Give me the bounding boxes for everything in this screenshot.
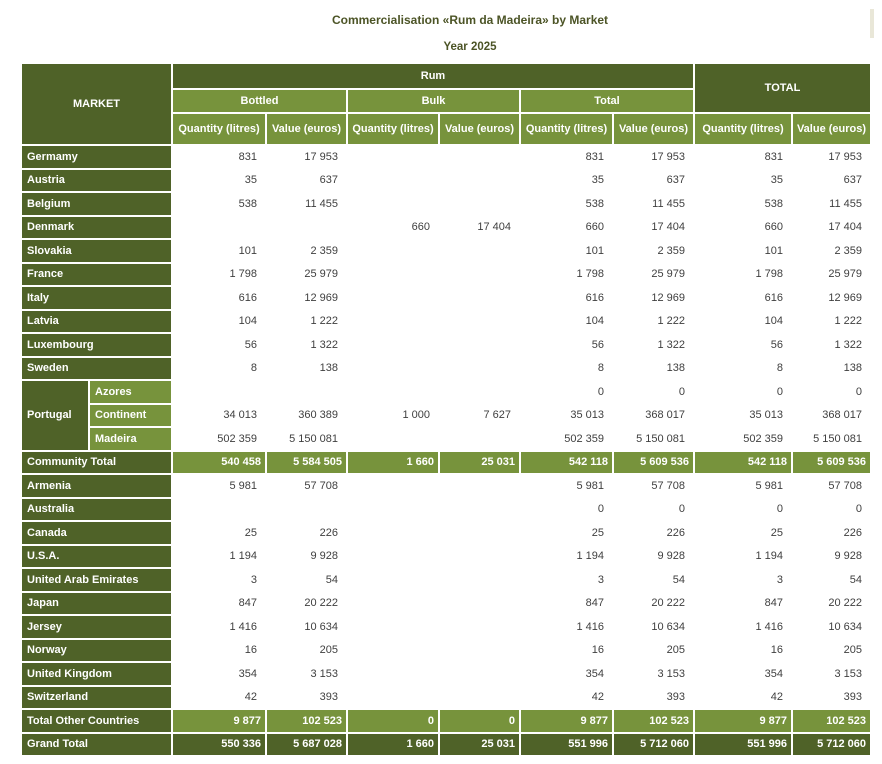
table-row	[22, 546, 870, 568]
cell-total-quantity: 354	[521, 663, 612, 685]
table-row	[22, 358, 870, 380]
header-bottled-quantity: Quantity (litres)	[173, 114, 265, 144]
cell-total-value: 0	[614, 381, 693, 403]
cell-grand-total-value: 0	[793, 499, 870, 521]
table-row	[22, 734, 870, 756]
cell-bottled-value: 138	[267, 358, 346, 380]
header-total-quantity: Quantity (litres)	[521, 114, 612, 144]
cell-grand-total-quantity: 56	[695, 334, 791, 356]
row-label: Germamy	[22, 146, 171, 168]
cell-bulk-value	[440, 428, 519, 450]
cell-grand-total-quantity: 101	[695, 240, 791, 262]
cell-grand-total-quantity: 660	[695, 217, 791, 239]
cell-bulk-quantity	[348, 170, 438, 192]
cell-bulk-value	[440, 593, 519, 615]
row-label: Belgium	[22, 193, 171, 215]
table-row	[22, 264, 870, 286]
cell-total-quantity: 538	[521, 193, 612, 215]
cell-grand-total-value: 393	[793, 687, 870, 709]
row-label-portugal: Portugal	[22, 381, 88, 450]
header-bulk-value: Value (euros)	[440, 114, 519, 144]
cell-bottled-value: 102 523	[267, 710, 346, 732]
cell-total-quantity: 101	[521, 240, 612, 262]
table-row	[22, 687, 870, 709]
cell-bulk-quantity	[348, 311, 438, 333]
cell-grand-total-value: 368 017	[793, 405, 870, 427]
cell-total-quantity: 1 194	[521, 546, 612, 568]
row-label: United Arab Emirates	[22, 569, 171, 591]
table-row	[22, 569, 870, 591]
row-label: Total Other Countries	[22, 710, 171, 732]
cell-total-quantity: 551 996	[521, 734, 612, 756]
cell-bulk-quantity	[348, 522, 438, 544]
cell-grand-total-quantity: 616	[695, 287, 791, 309]
cell-total-quantity: 5 981	[521, 475, 612, 497]
cell-grand-total-value: 12 969	[793, 287, 870, 309]
cell-bulk-value: 25 031	[440, 452, 519, 474]
row-label: Armenia	[22, 475, 171, 497]
cell-total-quantity: 616	[521, 287, 612, 309]
table-row	[22, 640, 870, 662]
cell-grand-total-quantity: 0	[695, 381, 791, 403]
cell-bottled-value	[267, 217, 346, 239]
cell-bulk-quantity	[348, 240, 438, 262]
cell-total-quantity: 847	[521, 593, 612, 615]
cell-bottled-quantity: 1 416	[173, 616, 265, 638]
table-row	[22, 311, 870, 333]
table-row	[22, 428, 870, 450]
row-label: Grand Total	[22, 734, 171, 756]
cell-grand-total-quantity: 831	[695, 146, 791, 168]
table-row	[22, 710, 870, 732]
cell-grand-total-quantity: 25	[695, 522, 791, 544]
cell-total-quantity: 9 877	[521, 710, 612, 732]
cell-total-quantity: 0	[521, 381, 612, 403]
cell-bulk-quantity	[348, 616, 438, 638]
commercialisation-table	[20, 62, 872, 757]
cell-bottled-value: 9 928	[267, 546, 346, 568]
cell-bottled-value: 2 359	[267, 240, 346, 262]
cell-bottled-quantity: 104	[173, 311, 265, 333]
row-label: Austria	[22, 170, 171, 192]
table-row	[22, 475, 870, 497]
cell-bulk-value	[440, 334, 519, 356]
row-label: Norway	[22, 640, 171, 662]
cell-grand-total-quantity: 35	[695, 170, 791, 192]
table-row	[22, 146, 870, 168]
cell-total-value: 20 222	[614, 593, 693, 615]
cell-bottled-quantity: 1 194	[173, 546, 265, 568]
cell-bulk-quantity	[348, 381, 438, 403]
cell-bottled-value: 57 708	[267, 475, 346, 497]
cell-total-value: 205	[614, 640, 693, 662]
cell-bottled-quantity: 538	[173, 193, 265, 215]
cell-bottled-value: 393	[267, 687, 346, 709]
cell-bottled-quantity: 550 336	[173, 734, 265, 756]
cell-bottled-quantity: 42	[173, 687, 265, 709]
cell-grand-total-value: 54	[793, 569, 870, 591]
cell-total-value: 3 153	[614, 663, 693, 685]
cell-bulk-quantity	[348, 475, 438, 497]
header-group-bottled: Bottled	[173, 90, 346, 112]
cell-bottled-quantity: 35	[173, 170, 265, 192]
cell-total-value: 5 150 081	[614, 428, 693, 450]
cell-grand-total-value: 205	[793, 640, 870, 662]
cell-bulk-value	[440, 687, 519, 709]
cell-grand-total-quantity: 1 416	[695, 616, 791, 638]
cell-bulk-quantity	[348, 428, 438, 450]
cell-total-value: 17 404	[614, 217, 693, 239]
cell-bottled-value: 20 222	[267, 593, 346, 615]
cell-total-value: 57 708	[614, 475, 693, 497]
cell-grand-total-quantity: 0	[695, 499, 791, 521]
cell-grand-total-value: 17 404	[793, 217, 870, 239]
cell-grand-total-quantity: 9 877	[695, 710, 791, 732]
cell-total-quantity: 1 416	[521, 616, 612, 638]
cell-bulk-quantity	[348, 569, 438, 591]
row-label: Jersey	[22, 616, 171, 638]
cell-bulk-quantity: 1 000	[348, 405, 438, 427]
cell-bulk-value	[440, 240, 519, 262]
subregion-label: Azores	[90, 381, 171, 403]
cell-bottled-value: 3 153	[267, 663, 346, 685]
table-row	[22, 616, 870, 638]
table-row	[22, 405, 870, 427]
cell-total-quantity: 831	[521, 146, 612, 168]
cell-bulk-quantity	[348, 663, 438, 685]
cell-bulk-quantity	[348, 358, 438, 380]
table-row	[22, 499, 870, 521]
cell-bulk-value	[440, 193, 519, 215]
cell-bottled-quantity: 616	[173, 287, 265, 309]
cell-bottled-quantity: 101	[173, 240, 265, 262]
cell-bottled-value: 17 953	[267, 146, 346, 168]
cell-total-quantity: 8	[521, 358, 612, 380]
cell-bulk-value	[440, 264, 519, 286]
table-row	[22, 217, 870, 239]
cell-grand-total-value: 11 455	[793, 193, 870, 215]
cell-grand-total-value: 20 222	[793, 593, 870, 615]
page-title: Commercialisation «Rum da Madeira» by Market	[331, 13, 609, 27]
header-bulk-quantity: Quantity (litres)	[348, 114, 438, 144]
row-label: France	[22, 264, 171, 286]
table-row	[22, 381, 870, 403]
cell-bulk-value	[440, 663, 519, 685]
cell-total-value: 5 712 060	[614, 734, 693, 756]
cell-bottled-quantity: 8	[173, 358, 265, 380]
cell-bulk-value	[440, 475, 519, 497]
cell-total-quantity: 3	[521, 569, 612, 591]
row-label: Slovakia	[22, 240, 171, 262]
cell-grand-total-quantity: 3	[695, 569, 791, 591]
cell-grand-total-quantity: 16	[695, 640, 791, 662]
cell-bulk-value: 7 627	[440, 405, 519, 427]
cell-bulk-quantity	[348, 687, 438, 709]
cell-bulk-quantity: 0	[348, 710, 438, 732]
cell-grand-total-value: 9 928	[793, 546, 870, 568]
cell-total-quantity: 25	[521, 522, 612, 544]
cell-total-quantity: 660	[521, 217, 612, 239]
page-subtitle: Year 2025	[443, 41, 497, 53]
cell-total-quantity: 1 798	[521, 264, 612, 286]
cell-total-quantity: 16	[521, 640, 612, 662]
scrollbar-thumb[interactable]	[870, 9, 874, 38]
table-row	[22, 593, 870, 615]
cell-grand-total-value: 5 609 536	[793, 452, 870, 474]
cell-total-value: 1 322	[614, 334, 693, 356]
row-label: Italy	[22, 287, 171, 309]
cell-bulk-value	[440, 616, 519, 638]
cell-bulk-value: 25 031	[440, 734, 519, 756]
cell-bottled-quantity	[173, 217, 265, 239]
cell-bulk-value	[440, 311, 519, 333]
cell-bottled-value: 5 584 505	[267, 452, 346, 474]
cell-bulk-value	[440, 569, 519, 591]
cell-grand-total-value: 5 150 081	[793, 428, 870, 450]
cell-grand-total-value: 637	[793, 170, 870, 192]
cell-bulk-value	[440, 640, 519, 662]
cell-bottled-quantity: 9 877	[173, 710, 265, 732]
cell-total-value: 138	[614, 358, 693, 380]
table-row	[22, 193, 870, 215]
header-grand-quantity: Quantity (litres)	[695, 114, 791, 144]
cell-bottled-value: 5 687 028	[267, 734, 346, 756]
subregion-label: Madeira	[90, 428, 171, 450]
cell-bottled-quantity: 831	[173, 146, 265, 168]
cell-total-value: 102 523	[614, 710, 693, 732]
header-bottled-value: Value (euros)	[267, 114, 346, 144]
row-label: U.S.A.	[22, 546, 171, 568]
row-label: United Kingdom	[22, 663, 171, 685]
cell-grand-total-value: 0	[793, 381, 870, 403]
cell-grand-total-quantity: 502 359	[695, 428, 791, 450]
cell-bottled-value: 12 969	[267, 287, 346, 309]
cell-grand-total-value: 10 634	[793, 616, 870, 638]
cell-grand-total-quantity: 5 981	[695, 475, 791, 497]
cell-total-value: 11 455	[614, 193, 693, 215]
cell-total-value: 17 953	[614, 146, 693, 168]
cell-total-quantity: 42	[521, 687, 612, 709]
cell-grand-total-value: 1 222	[793, 311, 870, 333]
cell-bottled-quantity: 3	[173, 569, 265, 591]
cell-grand-total-quantity: 104	[695, 311, 791, 333]
cell-bottled-quantity: 502 359	[173, 428, 265, 450]
cell-bulk-quantity	[348, 264, 438, 286]
cell-total-value: 12 969	[614, 287, 693, 309]
cell-bulk-value	[440, 358, 519, 380]
cell-bulk-value: 17 404	[440, 217, 519, 239]
cell-bottled-value: 637	[267, 170, 346, 192]
cell-grand-total-quantity: 1 798	[695, 264, 791, 286]
cell-grand-total-value: 2 359	[793, 240, 870, 262]
cell-grand-total-value: 57 708	[793, 475, 870, 497]
cell-bottled-value: 1 322	[267, 334, 346, 356]
cell-grand-total-quantity: 551 996	[695, 734, 791, 756]
cell-bulk-quantity	[348, 334, 438, 356]
row-label: Denmark	[22, 217, 171, 239]
cell-total-value: 393	[614, 687, 693, 709]
cell-grand-total-value: 3 153	[793, 663, 870, 685]
table-row	[22, 334, 870, 356]
cell-bottled-value	[267, 499, 346, 521]
cell-total-quantity: 35	[521, 170, 612, 192]
cell-total-quantity: 0	[521, 499, 612, 521]
cell-bottled-value	[267, 381, 346, 403]
cell-bottled-value: 1 222	[267, 311, 346, 333]
cell-bulk-quantity	[348, 287, 438, 309]
cell-bottled-quantity: 5 981	[173, 475, 265, 497]
cell-total-value: 637	[614, 170, 693, 192]
cell-bulk-value	[440, 499, 519, 521]
cell-bulk-value	[440, 170, 519, 192]
cell-bottled-quantity: 34 013	[173, 405, 265, 427]
subregion-label: Continent	[90, 405, 171, 427]
cell-bulk-quantity: 1 660	[348, 452, 438, 474]
cell-bottled-value: 25 979	[267, 264, 346, 286]
cell-bottled-value: 205	[267, 640, 346, 662]
cell-bulk-quantity	[348, 146, 438, 168]
cell-bottled-quantity: 56	[173, 334, 265, 356]
cell-total-value: 54	[614, 569, 693, 591]
cell-bottled-value: 226	[267, 522, 346, 544]
cell-bulk-value	[440, 381, 519, 403]
cell-bottled-quantity: 25	[173, 522, 265, 544]
row-label: Switzerland	[22, 687, 171, 709]
cell-grand-total-value: 102 523	[793, 710, 870, 732]
cell-bulk-value	[440, 546, 519, 568]
header-group-bulk: Bulk	[348, 90, 519, 112]
cell-total-quantity: 35 013	[521, 405, 612, 427]
cell-grand-total-value: 17 953	[793, 146, 870, 168]
cell-grand-total-quantity: 538	[695, 193, 791, 215]
cell-total-quantity: 502 359	[521, 428, 612, 450]
cell-total-value: 9 928	[614, 546, 693, 568]
cell-bottled-quantity: 1 798	[173, 264, 265, 286]
cell-bottled-value: 11 455	[267, 193, 346, 215]
cell-grand-total-quantity: 847	[695, 593, 791, 615]
header-rum: Rum	[173, 64, 693, 88]
cell-bulk-value: 0	[440, 710, 519, 732]
row-label: Canada	[22, 522, 171, 544]
cell-grand-total-value: 138	[793, 358, 870, 380]
cell-bulk-value	[440, 287, 519, 309]
cell-bulk-quantity	[348, 640, 438, 662]
cell-total-value: 0	[614, 499, 693, 521]
cell-grand-total-quantity: 542 118	[695, 452, 791, 474]
cell-total-value: 226	[614, 522, 693, 544]
cell-total-value: 25 979	[614, 264, 693, 286]
cell-bottled-quantity	[173, 381, 265, 403]
cell-bottled-quantity: 16	[173, 640, 265, 662]
cell-grand-total-value: 226	[793, 522, 870, 544]
cell-bottled-quantity: 540 458	[173, 452, 265, 474]
cell-grand-total-quantity: 354	[695, 663, 791, 685]
table-row	[22, 170, 870, 192]
cell-total-value: 2 359	[614, 240, 693, 262]
cell-bulk-quantity	[348, 193, 438, 215]
cell-total-value: 10 634	[614, 616, 693, 638]
cell-bulk-quantity	[348, 499, 438, 521]
cell-bottled-value: 54	[267, 569, 346, 591]
table-row	[22, 240, 870, 262]
cell-bottled-quantity: 847	[173, 593, 265, 615]
cell-bottled-value: 10 634	[267, 616, 346, 638]
row-label: Sweden	[22, 358, 171, 380]
cell-grand-total-quantity: 1 194	[695, 546, 791, 568]
cell-bulk-quantity: 660	[348, 217, 438, 239]
header-grand-value: Value (euros)	[793, 114, 870, 144]
header-total-value: Value (euros)	[614, 114, 693, 144]
cell-bottled-value: 5 150 081	[267, 428, 346, 450]
cell-bottled-value: 360 389	[267, 405, 346, 427]
cell-bottled-quantity: 354	[173, 663, 265, 685]
table-row	[22, 522, 870, 544]
cell-bulk-quantity: 1 660	[348, 734, 438, 756]
row-label: Latvia	[22, 311, 171, 333]
row-label: Japan	[22, 593, 171, 615]
cell-total-value: 368 017	[614, 405, 693, 427]
cell-bulk-quantity	[348, 546, 438, 568]
cell-grand-total-quantity: 42	[695, 687, 791, 709]
header-group-total: Total	[521, 90, 693, 112]
cell-total-quantity: 104	[521, 311, 612, 333]
row-label: Community Total	[22, 452, 171, 474]
row-label: Luxembourg	[22, 334, 171, 356]
cell-grand-total-quantity: 8	[695, 358, 791, 380]
table-row	[22, 663, 870, 685]
cell-bulk-quantity	[348, 593, 438, 615]
table-row	[22, 452, 870, 474]
table-row	[22, 287, 870, 309]
cell-grand-total-value: 1 322	[793, 334, 870, 356]
cell-total-quantity: 56	[521, 334, 612, 356]
header-market: MARKET	[22, 64, 171, 144]
cell-total-quantity: 542 118	[521, 452, 612, 474]
cell-total-value: 1 222	[614, 311, 693, 333]
cell-bulk-value	[440, 146, 519, 168]
cell-grand-total-value: 5 712 060	[793, 734, 870, 756]
cell-grand-total-quantity: 35 013	[695, 405, 791, 427]
cell-bottled-quantity	[173, 499, 265, 521]
row-label: Australia	[22, 499, 171, 521]
header-grand-total: TOTAL	[695, 64, 870, 112]
cell-bulk-value	[440, 522, 519, 544]
cell-grand-total-value: 25 979	[793, 264, 870, 286]
cell-total-value: 5 609 536	[614, 452, 693, 474]
